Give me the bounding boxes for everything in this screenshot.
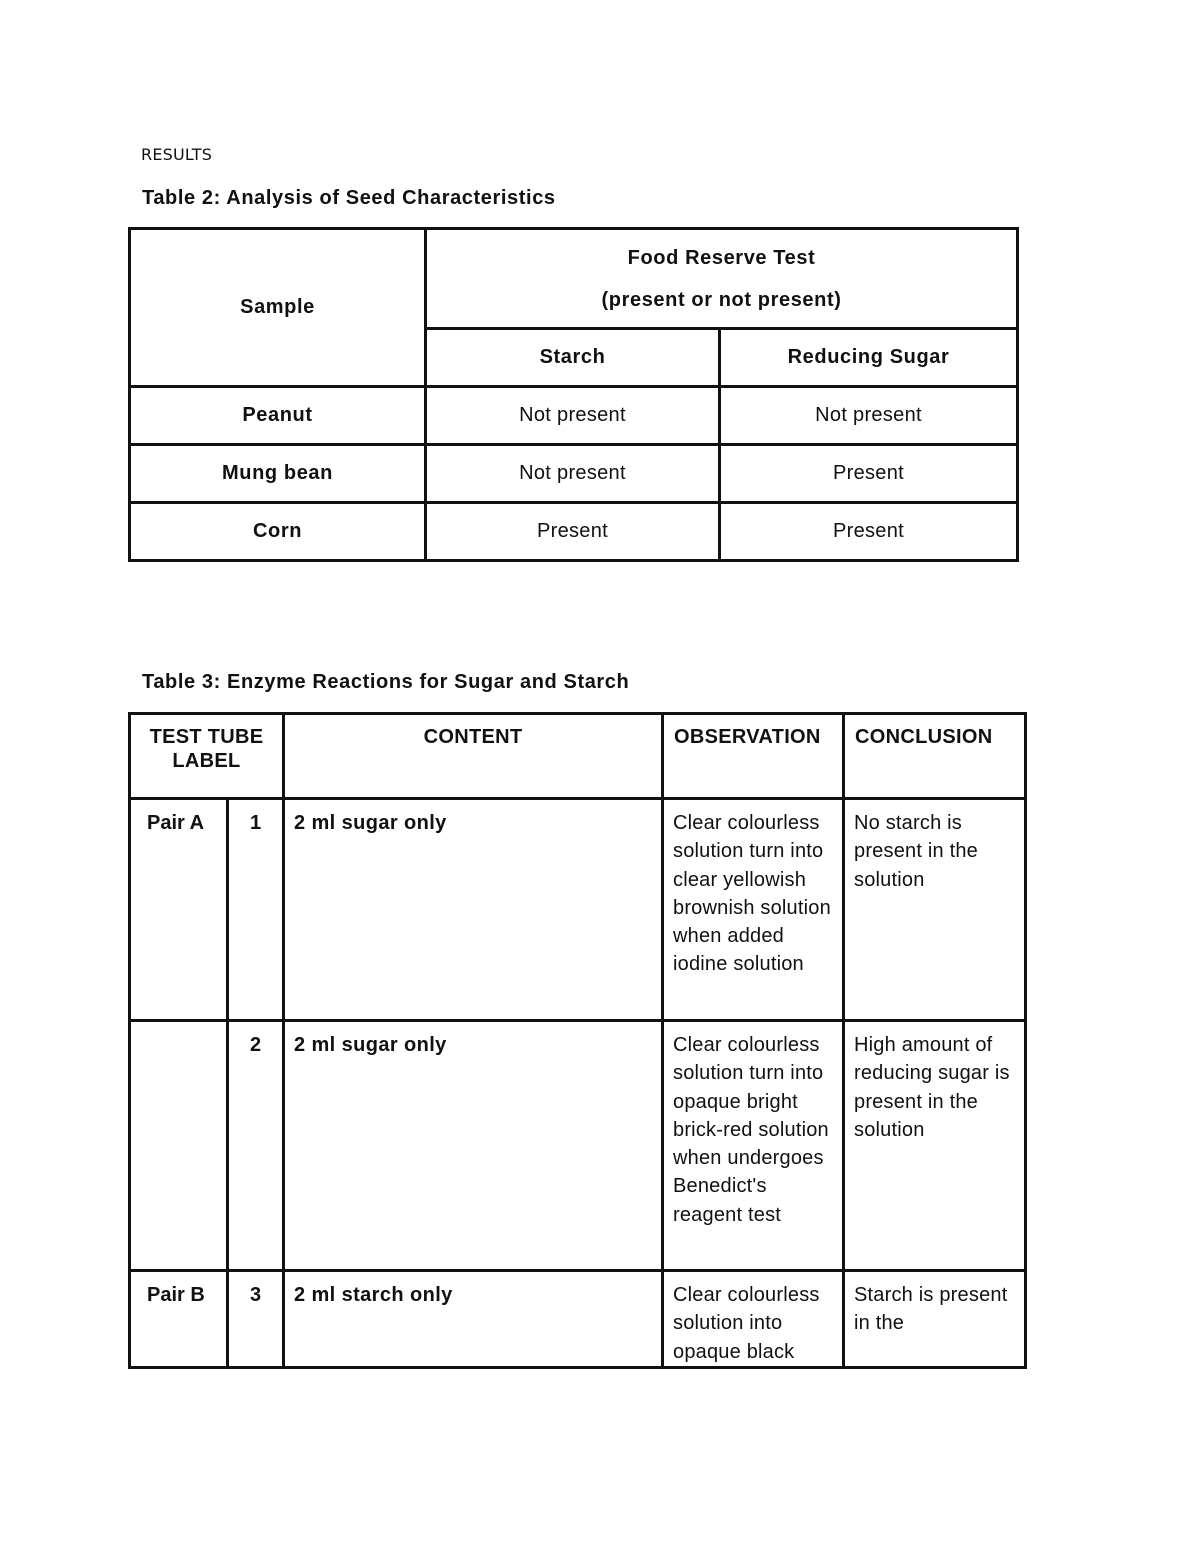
starch-cell: Not present: [426, 445, 720, 503]
test-tube-label-header: TEST TUBE LABEL: [130, 714, 284, 799]
reducing-sugar-cell: Present: [720, 445, 1018, 503]
observation-header: OBSERVATION: [663, 714, 844, 799]
tube-number-cell: 1: [228, 799, 284, 1021]
pair-label-cell: Pair A: [130, 799, 228, 1021]
observation-cell: Clear colourless solution into opaque black: [663, 1271, 844, 1368]
table-row: [130, 445, 1018, 503]
sample-column-header: Sample: [130, 229, 426, 387]
observation-cell: Clear colourless solution turn into opaque bright brick-red solution when undergoes Benedict's reagent test: [663, 1021, 844, 1271]
content-header: CONTENT: [284, 714, 663, 799]
content-cell: 2 ml sugar only: [284, 799, 663, 1021]
results-heading: RESULTS: [141, 145, 213, 164]
table-row: [130, 503, 1018, 561]
sample-cell: Peanut: [130, 387, 426, 445]
seed-characteristics-table: [128, 227, 1019, 562]
conclusion-cell: High amount of reducing sugar is present in the solution: [844, 1021, 1026, 1271]
food-reserve-test-subtitle: (present or not present): [601, 288, 842, 311]
table-row: [130, 799, 1026, 1021]
sample-cell: Corn: [130, 503, 426, 561]
sample-cell: Mung bean: [130, 445, 426, 503]
table3-title: Table 3: Enzyme Reactions for Sugar and Starch: [142, 671, 630, 693]
table-row: [130, 1271, 1026, 1368]
conclusion-header: CONCLUSION: [844, 714, 1026, 799]
food-reserve-test-title: Food Reserve Test: [627, 246, 816, 269]
reducing-sugar-column-header: Reducing Sugar: [720, 329, 1018, 387]
reducing-sugar-cell: Present: [720, 503, 1018, 561]
table-row: [130, 1021, 1026, 1271]
starch-cell: Not present: [426, 387, 720, 445]
starch-column-header: Starch: [426, 329, 720, 387]
enzyme-reactions-table: [128, 712, 1027, 1369]
content-cell: 2 ml starch only: [284, 1271, 663, 1368]
food-reserve-test-header: [426, 229, 1018, 329]
observation-cell: Clear colourless solution turn into clear yellowish brownish solution when added iodine solution: [663, 799, 844, 1021]
table-row: [130, 387, 1018, 445]
pair-label-cell: Pair B: [130, 1271, 228, 1368]
conclusion-cell: No starch is present in the solution: [844, 799, 1026, 1021]
tube-number-cell: 3: [228, 1271, 284, 1368]
content-cell: 2 ml sugar only: [284, 1021, 663, 1271]
pair-label-cell: [130, 1021, 228, 1271]
tube-number-cell: 2: [228, 1021, 284, 1271]
table2-title: Table 2: Analysis of Seed Characteristics: [142, 187, 556, 209]
conclusion-cell: Starch is present in the: [844, 1271, 1026, 1368]
starch-cell: Present: [426, 503, 720, 561]
reducing-sugar-cell: Not present: [720, 387, 1018, 445]
